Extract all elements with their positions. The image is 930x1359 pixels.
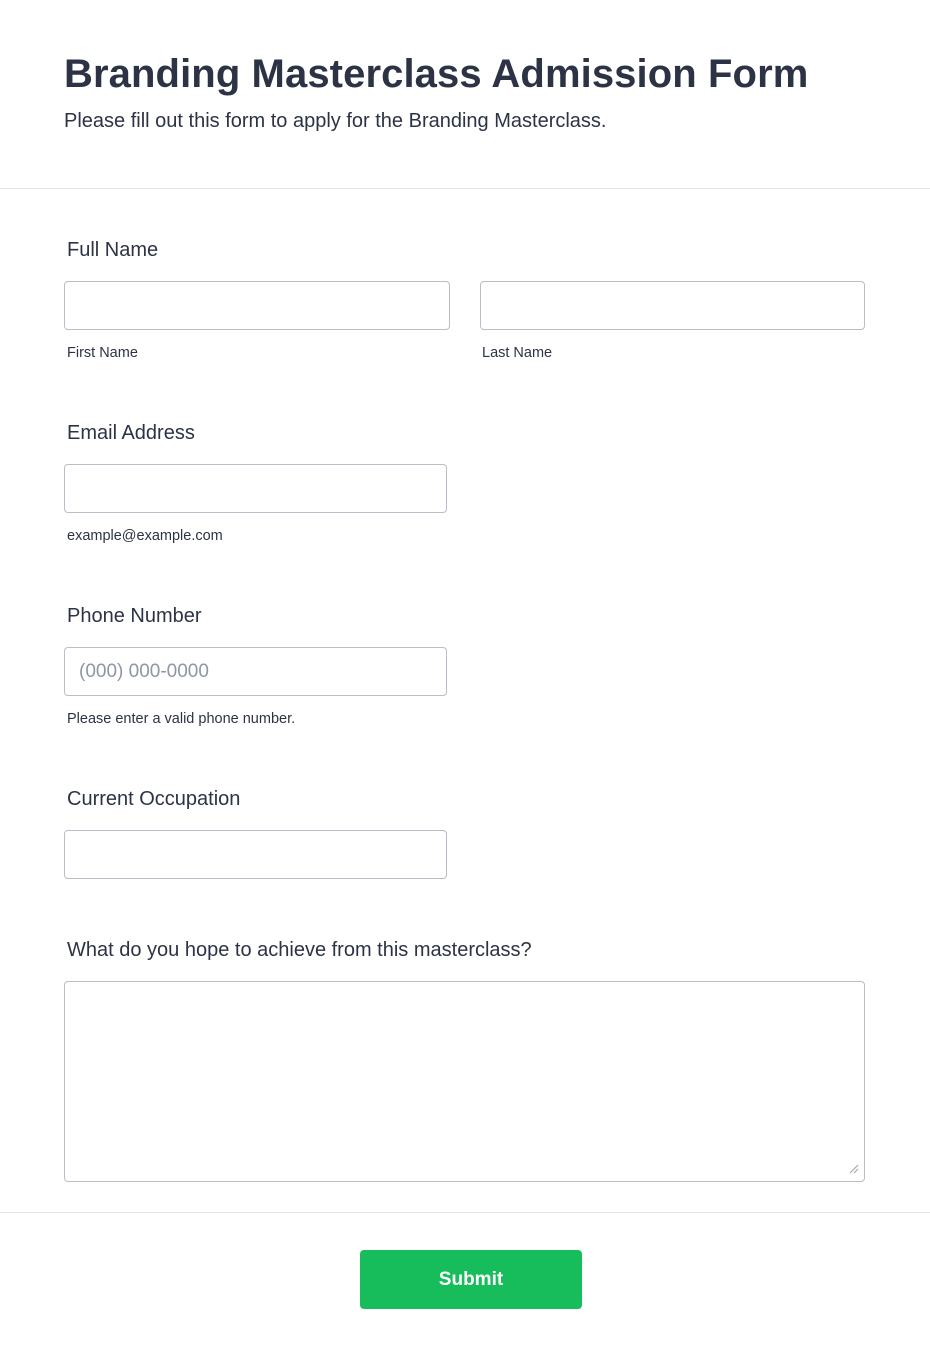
goals-textarea[interactable]: [64, 981, 865, 1182]
phone-sublabel: Please enter a valid phone number.: [67, 711, 296, 727]
submit-button[interactable]: Submit: [360, 1250, 582, 1309]
email-input[interactable]: [64, 464, 447, 513]
form-header: [0, 0, 930, 189]
email-label: Email Address: [67, 422, 195, 444]
phone-label: Phone Number: [67, 605, 202, 627]
resize-handle-icon[interactable]: [849, 1164, 859, 1174]
goals-label: What do you hope to achieve from this masterclass?: [67, 939, 532, 961]
phone-input[interactable]: [64, 647, 447, 696]
occupation-input[interactable]: [64, 830, 447, 879]
full-name-label: Full Name: [67, 239, 159, 261]
page-title: Branding Masterclass Admission Form: [64, 52, 809, 96]
last-name-sublabel: Last Name: [482, 345, 553, 361]
footer-divider: [0, 1212, 930, 1213]
page-subtitle: Please fill out this form to apply for the Branding Masterclass.: [64, 110, 607, 132]
last-name-input[interactable]: [480, 281, 865, 330]
email-sublabel: example@example.com: [67, 528, 223, 544]
first-name-input[interactable]: [64, 281, 450, 330]
first-name-sublabel: First Name: [67, 345, 138, 361]
occupation-label: Current Occupation: [67, 788, 241, 810]
